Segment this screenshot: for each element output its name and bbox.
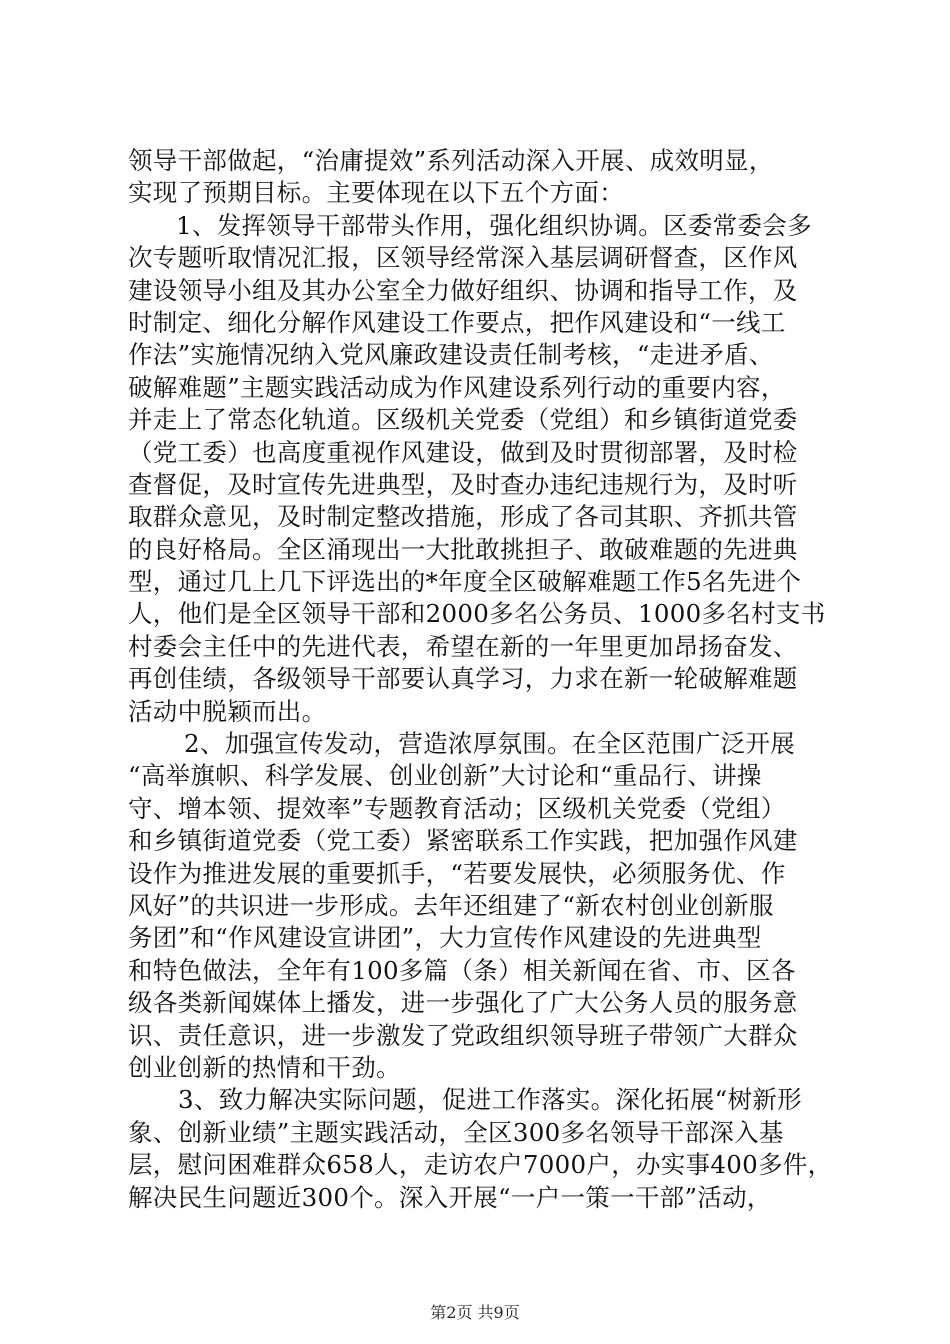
text-line: 实现了预期目标。主要体现在以下五个方面： <box>128 178 624 208</box>
text-line: （党工委）也高度重视作风建设，做到及时贯彻部署，及时检 <box>128 437 798 467</box>
text-line: 设作为推进发展的重要抓手，“若要发展快，必须服务优、作 <box>128 858 786 888</box>
page-number: 第2页 共9页 <box>430 1303 520 1322</box>
text-line: 层，慰问困难群众658人，走访农户7000户，办实事400多件， <box>128 1150 833 1180</box>
text-line: 和乡镇街道党委（党工委）紧密联系工作实践，把加强作风建 <box>128 826 798 856</box>
text-line: 并走上了常态化轨道。区级机关党委（党组）和乡镇街道党委 <box>128 405 798 435</box>
text-line: 村委会主任中的先进代表，希望在新的一年里更加昂扬奋发、 <box>128 631 798 661</box>
text-line: 破解难题”主题实践活动成为作风建设系列行动的重要内容， <box>128 372 786 402</box>
text-line: 作法”实施情况纳入党风廉政建设责任制考核，“走进矛盾、 <box>128 340 774 370</box>
text-line: 次专题听取情况汇报，区领导经常深入基层调研督查，区作风 <box>128 243 798 273</box>
page-footer <box>0 1300 950 1323</box>
text-line: 守、增本领、提效率”专题教育活动；区级机关党委（党组） <box>128 793 786 823</box>
text-line: 创业创新的热情和干劲。 <box>128 1052 401 1082</box>
text-line: 查督促，及时宣传先进典型，及时查办违纪违规行为，及时听 <box>128 469 798 499</box>
text-line: 识、责任意识，进一步激发了党政组织领导班子带领广大群众 <box>128 1020 798 1050</box>
text-line: 务团”和“作风建设宣讲团”，大力宣传作风建设的先进典型 <box>128 923 762 953</box>
text-line: 领导干部做起，“治庸提效”系列活动深入开展、成效明显， <box>128 146 774 175</box>
text-line: 建设领导小组及其办公室全力做好组织、协调和指导工作，及 <box>128 275 798 305</box>
paragraph-start-line: 3、致力解决实际问题，促进工作落实。深化拓展“树新形 <box>178 1085 802 1115</box>
text-line: 型，通过几上几下评选出的*年度全区破解难题工作5名先进个 <box>128 567 802 597</box>
text-line: 时制定、细化分解作风建设工作要点，把作风建设和“一线工 <box>128 307 786 337</box>
body-text <box>128 145 833 1214</box>
text-line: 风好”的共识进一步形成。去年还组建了“新农村创业创新服 <box>128 890 774 920</box>
text-line: 级各类新闻媒体上播发，进一步强化了广大公务人员的服务意 <box>128 988 798 1018</box>
text-line: “高举旗帜、科学发展、创业创新”大讨论和“重品行、讲操 <box>128 761 762 791</box>
paragraph-start-line: 2、加强宣传发动，营造浓厚氛围。在全区范围广泛开展 <box>184 729 796 759</box>
text-line: 解决民生问题近300个。深入开展“一户一策一干部”活动， <box>128 1182 772 1212</box>
text-line: 活动中脱颖而出。 <box>128 696 327 726</box>
text-line: 人，他们是全区领导干部和2000多名公务员、1000多名村支书 <box>128 599 826 629</box>
text-line: 和特色做法，全年有100多篇（条）相关新闻在省、市、区各 <box>128 955 796 985</box>
text-line: 的良好格局。全区涌现出一大批敢挑担子、敢破难题的先进典 <box>128 534 798 564</box>
text-line: 取群众意见，及时制定整改措施，形成了各司其职、齐抓共管 <box>128 502 798 532</box>
text-line: 象、创新业绩”主题实践活动，全区300多名领导干部深入基 <box>128 1117 784 1147</box>
paragraph-start-line: 1、发挥领导干部带头作用，强化组织协调。区委常委会多 <box>176 210 812 240</box>
text-line: 再创佳绩，各级领导干部要认真学习，力求在新一轮破解难题 <box>128 664 798 694</box>
